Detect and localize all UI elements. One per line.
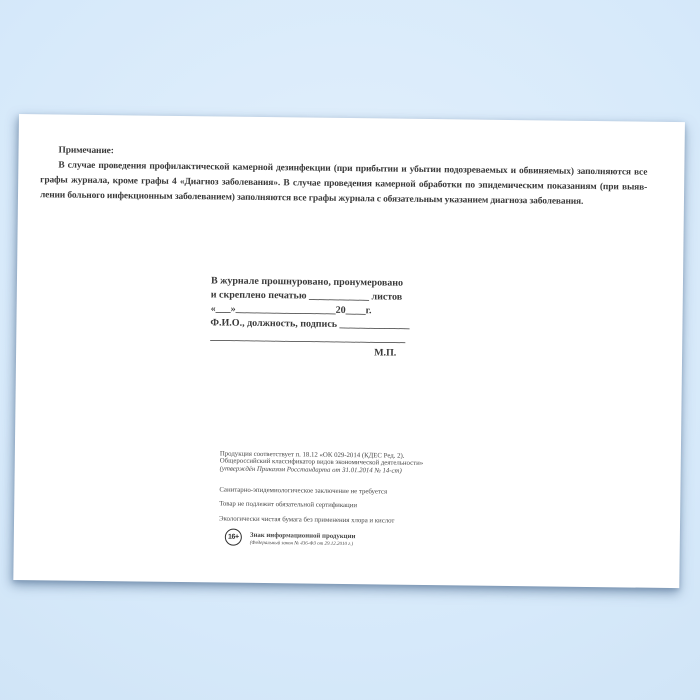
binding-statement — [210, 274, 410, 346]
note-title: Примечание: — [58, 145, 114, 157]
binding-line: В журнале прошнуровано, пронумеровано — [210, 275, 404, 289]
fineprint-section — [219, 450, 480, 563]
note-line: В случае проведения профилактической камерной дезинфекции (при прибытии и убытии подозреваемых и обвиняемых) заполняются все — [58, 160, 648, 178]
note-section — [40, 143, 648, 210]
binding-line: и скреплено печатью ____________ листов — [210, 289, 403, 303]
binding-line: «___»____________________20____г. — [210, 303, 372, 317]
age-rating-text: 16+ — [227, 533, 239, 541]
journal-back-page — [13, 114, 685, 588]
info-sign-label: Знак информационной продукции — [249, 531, 356, 541]
note-line: лении больного инфекционным заболеванием) заполняются все графы журнала с обязательным указанием диагноза заболевания. — [39, 190, 584, 207]
note-line: графы журнала, кроме графы 4 «Диагноз заболевания». В случае проведения камерной обработки по эпидемическим показаниям (при выяв- — [40, 175, 648, 193]
compliance-line: (утверждён Приказом Росстандарта от 31.01.2014 № 14-ст) — [219, 465, 402, 475]
seal-place-label: М.П. — [374, 347, 397, 359]
compliance-line: Общероссийский классификатор видов экономической деятельности» — [219, 457, 424, 468]
certification-statement: Товар не подлежит обязательной сертификации — [219, 500, 358, 510]
age-rating-badge — [225, 529, 242, 546]
eco-paper-statement: Экологически чистая бумага без применения хлора и кислот — [219, 514, 395, 525]
info-sign-law: (Федеральный закон № 436-ФЗ от 29.12.2010 г.) — [249, 540, 354, 547]
sanitary-statement: Санитарно-эпидемиологическое заключение не требуется — [219, 486, 388, 496]
binding-line: Ф.И.О., должность, подпись ______________ — [210, 317, 410, 331]
binding-line: _______________________________________ — [210, 331, 406, 345]
compliance-line: Продукция соответствует п. 18.12 «ОК 029-2014 (КДЕС Ред. 2). — [219, 450, 405, 460]
